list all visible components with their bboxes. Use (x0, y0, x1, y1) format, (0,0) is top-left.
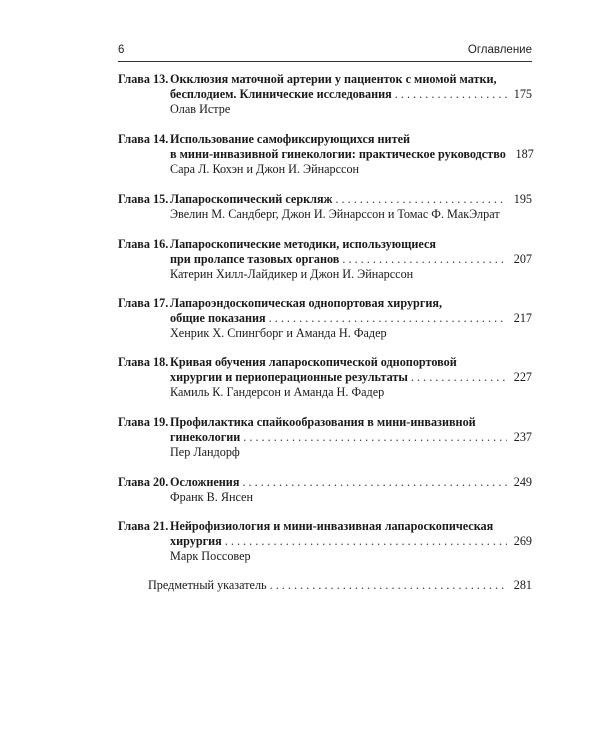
running-header (118, 44, 532, 60)
chapter-title: Осложнения (170, 475, 240, 489)
toc-entry[interactable] (118, 475, 532, 505)
chapter-label: Глава 14. (118, 132, 169, 146)
chapter-title: хирургия (170, 534, 222, 548)
chapter-label: Глава 16. (118, 237, 169, 251)
chapter-title: при пролапсе тазовых органов (170, 252, 340, 266)
page-number: 6 (118, 44, 125, 56)
page-ref: 269 (513, 534, 532, 548)
chapter-authors: Камиль К. Гандерсон и Аманда Н. Фадер (170, 385, 385, 399)
chapter-authors: Олав Истре (170, 102, 231, 116)
toc-entry[interactable] (118, 237, 532, 282)
toc-entry[interactable] (118, 415, 532, 460)
chapter-label: Глава 17. (118, 296, 169, 310)
page-ref: 281 (513, 578, 532, 592)
chapter-title: Профилактика спайкообразования в мини-инвазивной (170, 415, 476, 429)
chapter-title: Использование самофиксирующихся нитей (170, 132, 410, 146)
chapter-label: Глава 15. (118, 192, 169, 206)
chapter-title: гинекологии (170, 430, 241, 444)
chapter-authors: Пер Ландорф (170, 445, 240, 459)
chapter-authors: Катерин Хилл-Лайдикер и Джон И. Эйнарссон (170, 267, 414, 281)
toc-entry[interactable] (118, 355, 532, 400)
dot-leader (335, 192, 507, 207)
page-ref: 227 (513, 370, 532, 384)
dot-leader (269, 311, 507, 326)
chapter-title: хирургии и периоперационные результаты (170, 370, 408, 384)
chapter-authors: Сара Л. Кохэн и Джон И. Эйнарссон (170, 162, 360, 176)
chapter-label: Глава 13. (118, 72, 169, 86)
chapter-authors: Эвелин М. Сандберг, Джон И. Эйнарссон и Томас Ф. МакЭлрат (170, 207, 500, 221)
chapter-authors: Марк Поссовер (170, 549, 251, 563)
chapter-title: общие показания (170, 311, 266, 325)
chapter-label: Глава 18. (118, 355, 169, 369)
chapter-authors: Хенрик Х. Спингборг и Аманда Н. Фадер (170, 326, 387, 340)
chapter-title: Кривая обучения лапароскопической однопортовой (170, 355, 457, 369)
chapter-title: Лапароскопические методики, использующиеся (170, 237, 436, 251)
chapter-label: Глава 21. (118, 519, 169, 533)
dot-leader (342, 252, 507, 267)
dot-leader (243, 430, 507, 445)
toc-entry[interactable] (118, 132, 532, 177)
dot-leader (270, 578, 507, 593)
dot-leader (411, 370, 507, 385)
page-ref: 207 (513, 252, 532, 266)
header-rule (118, 61, 532, 62)
page-ref: 175 (513, 87, 532, 101)
chapter-title: в мини-инвазивной гинекологии: практическое руководство (170, 147, 506, 161)
chapter-title: Окклюзия маточной артерии у пациенток с миомой матки, (170, 72, 497, 86)
chapter-authors: Франк В. Янсен (170, 490, 253, 504)
chapter-title: Лапароскопический серкляж (170, 192, 333, 206)
chapter-title: бесплодием. Клинические исследования (170, 87, 392, 101)
toc-entry[interactable] (118, 72, 532, 117)
header-title: Оглавление (467, 44, 532, 56)
table-of-contents (118, 72, 532, 593)
page-ref: 249 (513, 475, 532, 489)
dot-leader (395, 87, 507, 102)
page-ref: 217 (513, 311, 532, 325)
toc-entry[interactable] (118, 296, 532, 341)
page-ref: 237 (513, 430, 532, 444)
dot-leader (242, 475, 507, 490)
toc-entry[interactable] (118, 192, 532, 222)
index-label: Предметный указатель (148, 578, 267, 592)
toc-entry-index[interactable] (118, 578, 532, 593)
chapter-title: Лапароэндоскопическая однопортовая хирургия, (170, 296, 443, 310)
chapter-label: Глава 19. (118, 415, 169, 429)
chapter-label: Глава 20. (118, 475, 169, 489)
page-ref: 195 (513, 192, 532, 206)
toc-entry[interactable] (118, 519, 532, 564)
dot-leader (225, 534, 507, 549)
chapter-title: Нейрофизиология и мини-инвазивная лапароскопическая (170, 519, 494, 533)
page-ref: 187 (515, 147, 534, 161)
